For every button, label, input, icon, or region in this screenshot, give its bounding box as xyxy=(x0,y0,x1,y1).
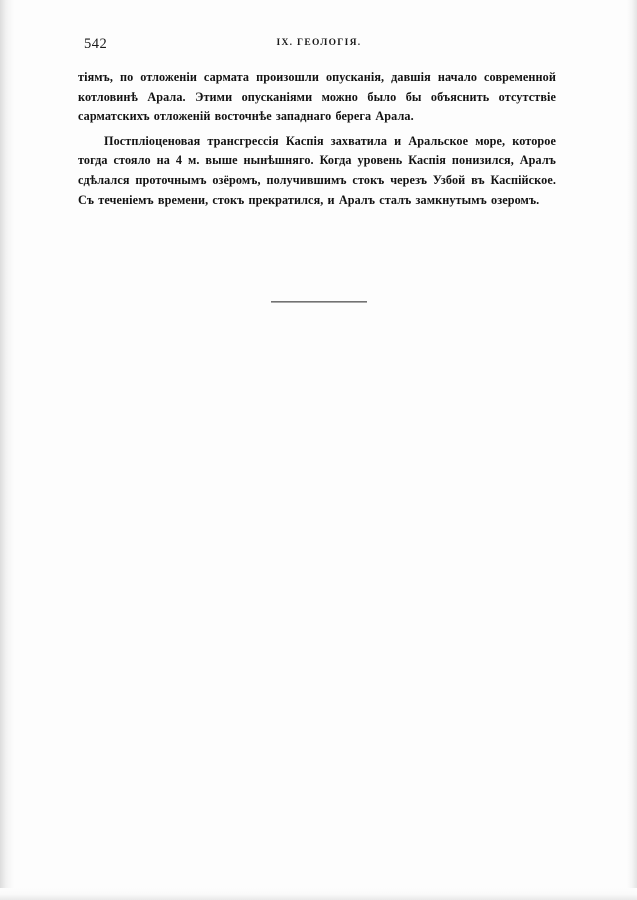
scan-edge-right xyxy=(627,0,637,900)
scan-edge-left xyxy=(0,0,14,900)
section-divider xyxy=(0,290,637,308)
body-text xyxy=(78,68,556,210)
running-head: IX. ГЕОЛОГІЯ. xyxy=(276,38,362,48)
divider-rule-icon xyxy=(271,301,367,303)
paragraph: тіямъ, по отложеніи сармата произошли опусканія, давшія начало современной котловинѣ Арала. Этими опусканіями можно было бы объяснить отсутствіе сарматскихъ отложеній восточнѣе западнаго берега Арала. xyxy=(78,70,556,124)
page-header xyxy=(84,36,554,52)
paragraph: Постпліоценовая трансгрессія Каспія захватила и Аральское море, которое тогда стояло на 4 м. выше нынѣшняго. Когда уровень Каспія понизился, Аралъ сдѣлался проточнымъ озёромъ, получившимъ стокъ черезъ Узбой въ Каспійское. Съ теченіемъ времени, стокъ прекратился, и Аралъ сталъ замкнутымъ озеромъ. xyxy=(78,133,556,207)
scan-edge-bottom xyxy=(0,888,637,900)
page-number: 542 xyxy=(84,36,108,52)
